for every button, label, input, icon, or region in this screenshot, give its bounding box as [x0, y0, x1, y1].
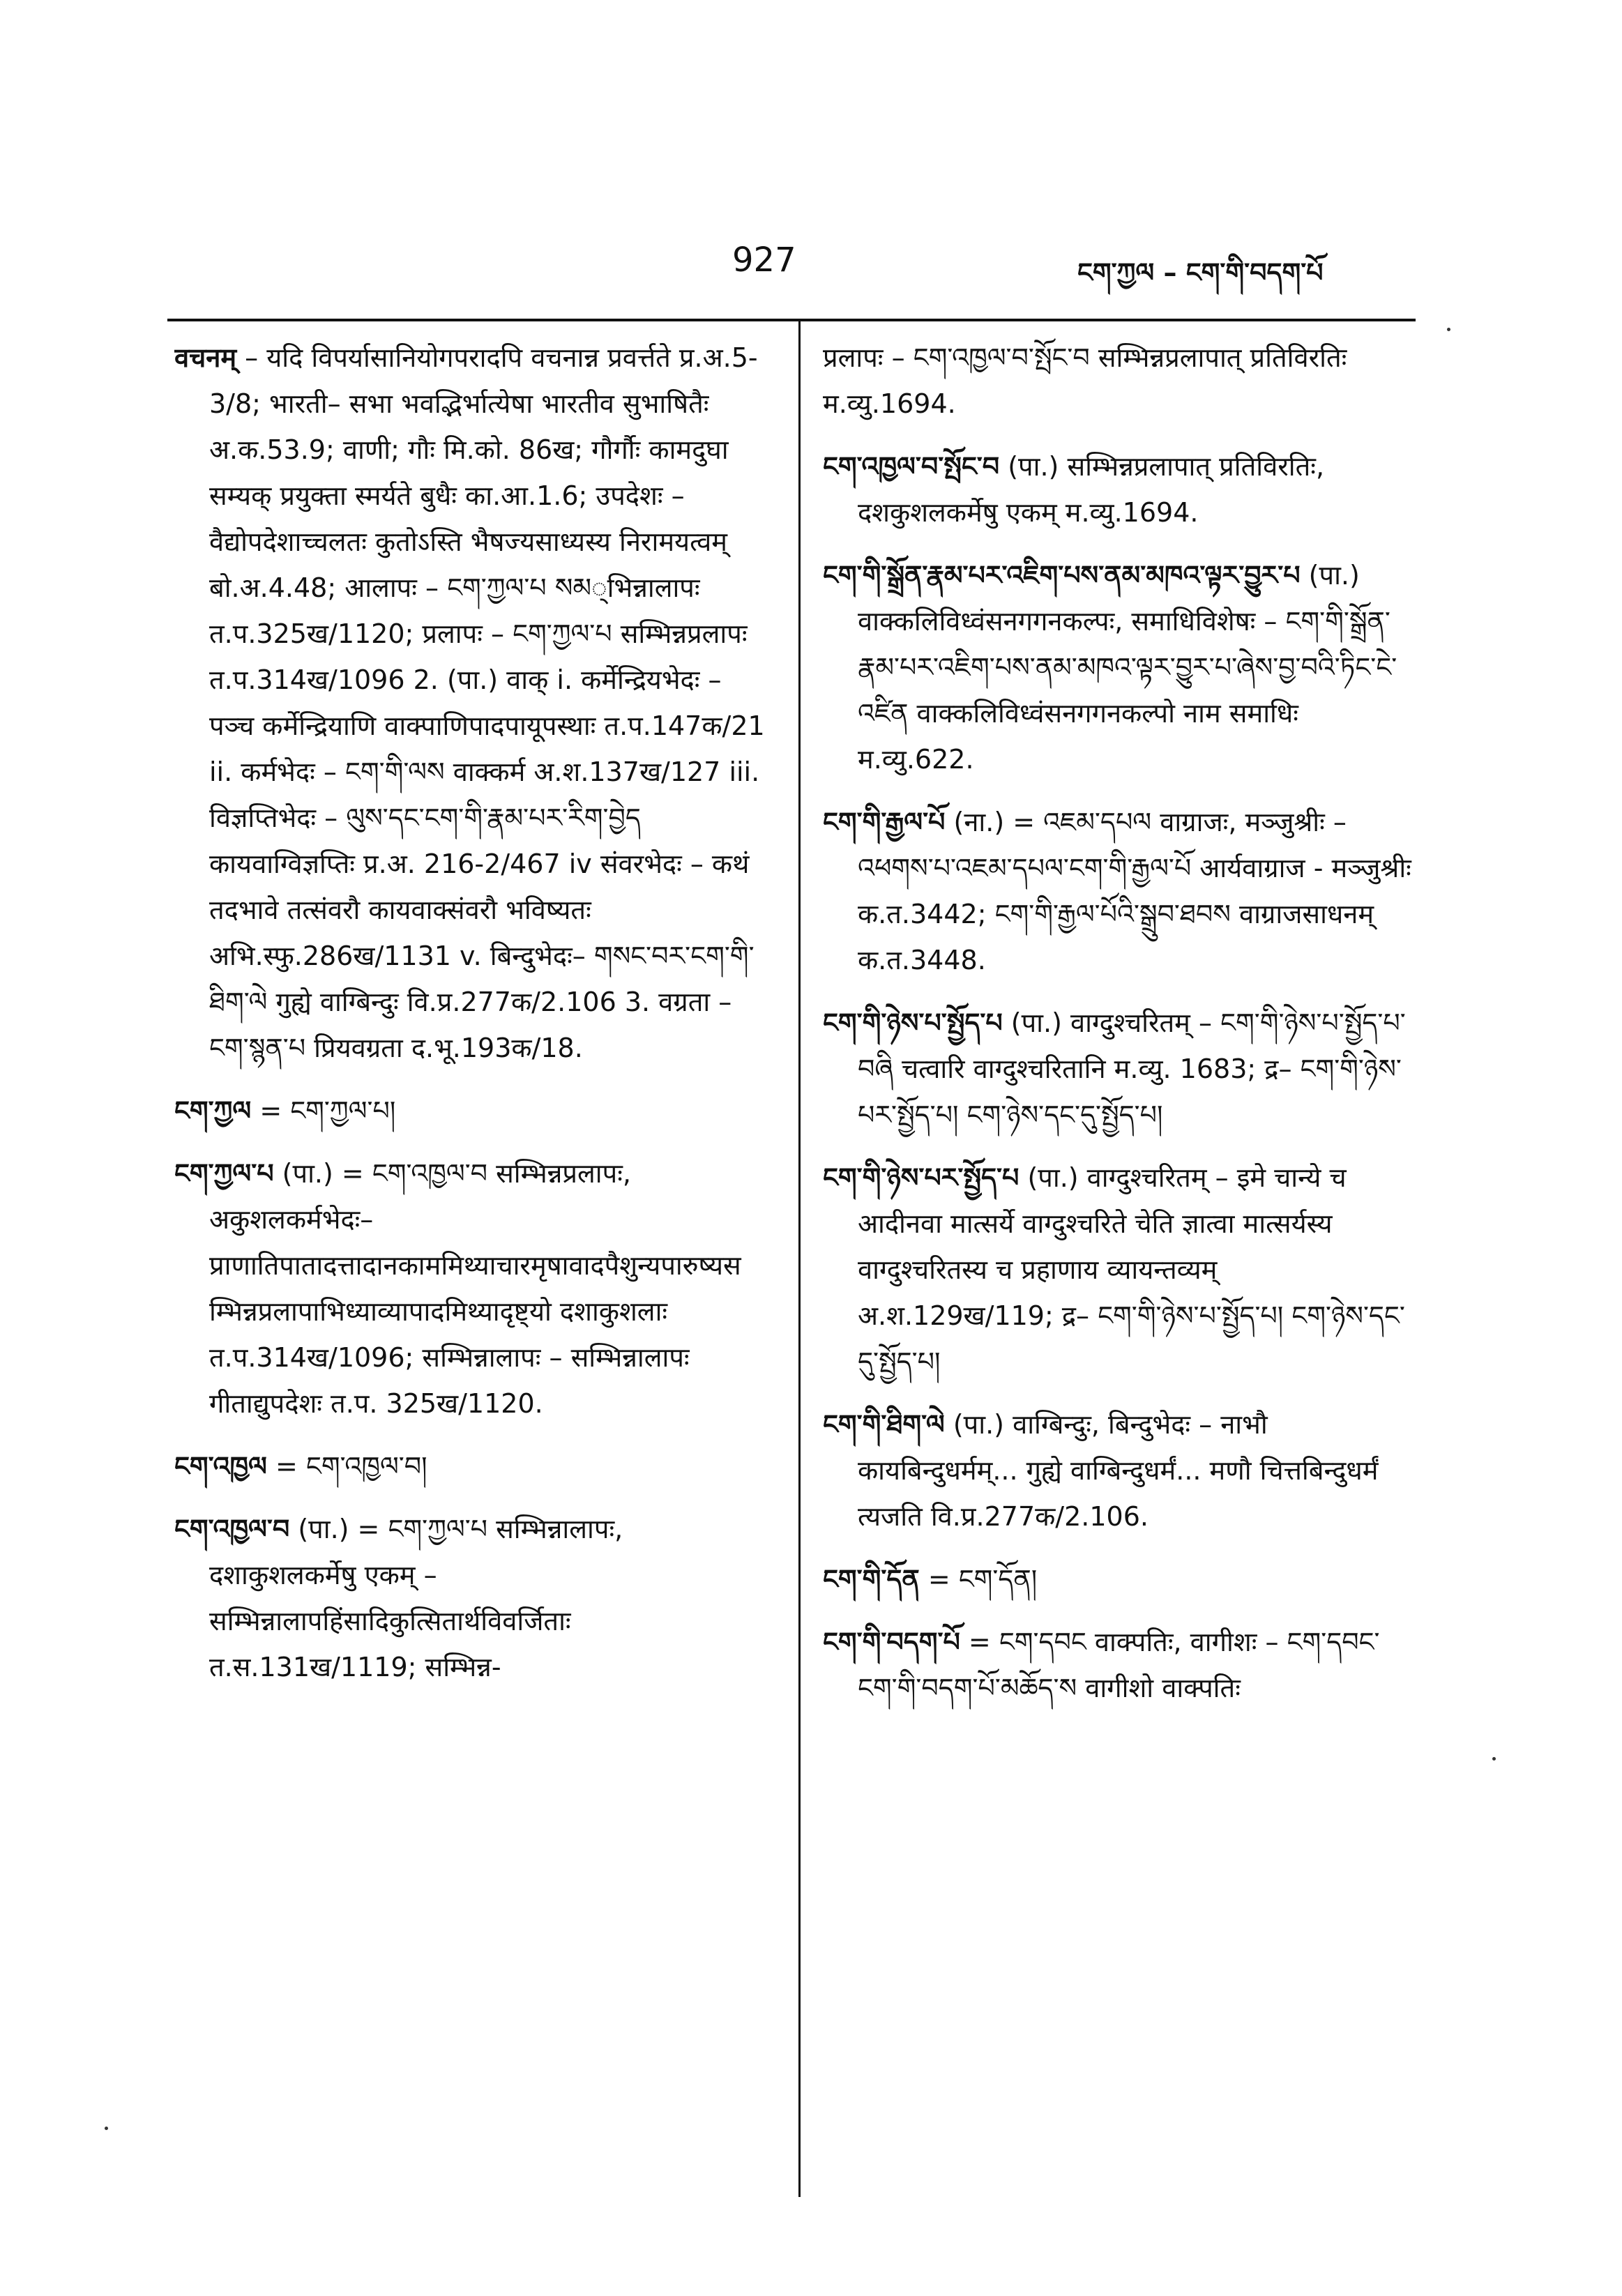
entry-headword: ངག་ཀྱལ: [174, 1095, 252, 1126]
entry-headword: ངག་གི་དོན: [823, 1564, 920, 1595]
entry-headword: ངག་གི་ཉེས་པར་སྤྱོད་པ: [823, 1162, 1020, 1193]
scan-speck: [1492, 1757, 1496, 1761]
entry-text: (पा.) = ངག་ཀྱལ་པ सम्भिन्नालापः, दशाकुशलकर्मेषु एकम् – सम्भिन्नालापहिंसादिकुत्सितार्थविवर्जिताः त.स.131ख/1119; सम्भिन्न-: [209, 1514, 623, 1682]
entry-text: = ངག་འཁྱལ་བ།: [266, 1451, 427, 1482]
entry-text: प्रलापः – ངག་འཁྱལ་བ་སྤོང་བ सम्भिन्नप्रलापात् प्रतिविरतिः म.व्यु.1694.: [823, 342, 1347, 419]
column-divider: [798, 321, 801, 2197]
dictionary-entry-continuation: [823, 335, 1419, 427]
page-header: [0, 234, 1622, 296]
dictionary-entry: [823, 443, 1419, 535]
entry-headword: ངག་ཀྱལ་པ: [174, 1158, 274, 1189]
entry-headword: ངག་གི་བདག་པོ: [823, 1627, 960, 1657]
entry-headword: ངག་གི་རྒྱལ་པོ: [823, 807, 946, 837]
entry-text: = ངག་ཀྱལ་པ།: [251, 1095, 396, 1126]
scan-speck: [1447, 328, 1450, 331]
entry-headword: ངག་གི་སྒྲོན་རྣམ་པར་འཇིག་པས་ནམ་མཁའ་ལྟར་བྱུར་པ: [823, 560, 1301, 591]
entry-headword: ངག་འཁྱལ་བ་སྤོང་བ: [823, 451, 1000, 482]
dictionary-entry: [174, 1088, 771, 1134]
dictionary-entry: [823, 1155, 1419, 1385]
entry-text: (पा.) वाक्कलिविध्वंसनगगनकल्पः, समाधिविशेषः – ངག་གི་སྒྲོན་རྣམ་པར་འཇིག་པས་ནམ་མཁའ་ལྟར་བྱུར་པ་ཞེས་བྱ་བའི་ཏིང་ངེ་འཛིན वाक्कलिविध्वंसनगगनकल्पो नाम समाधिः म.व्यु.622.: [858, 560, 1397, 775]
dictionary-entry: [823, 1000, 1419, 1138]
entry-text: (पा.) सम्भिन्नप्रलापात् प्रतिविरतिः, दशकुशलकर्मेषु एकम् म.व्यु.1694.: [858, 451, 1325, 528]
left-column: [174, 335, 771, 2203]
dictionary-entry: [174, 1150, 771, 1427]
dictionary-entry: [823, 1556, 1419, 1602]
entry-text: – यदि विपर्यासानियोगपरादपि वचनान्न प्रवर्त्तते प्र.अ.5-3/8; भारती– सभा भवद्भिर्भात्येषा भारतीव सुभाषितैः अ.क.53.9; वाणी; गौः मि.को. 86ख; गौर्गौः कामदुघा सम्यक् प्रयुक्ता स्मर्यते बुधैः का.आ.1.6; उपदेशः – वैद्योपदेशाच्चलतः कुतोऽस्ति भैषज्यसाध्यस्य निरामयत्वम् बो.अ.4.48; आलापः – ངག་ཀྱལ་པ སམ्भिन्नालापः त.प.325ख/1120; प्रलापः – ངག་ཀྱལ་པ सम्भिन्नप्रलापः त.प.314ख/1096 2. (पा.) वाक् i. कर्मेन्द्रियभेदः – पञ्च कर्मेन्द्रियाणि वाक्पाणिपादपायूपस्थाः त.प.147क/21 ii. कर्मभेदः – ངག་གི་ལས वाक्कर्म अ.श.137ख/127 iii. विज्ञप्तिभेदः – ལུས་དང་ངག་གི་རྣམ་པར་རིག་བྱེད कायवाग्विज्ञप्तिः प्र.अ. 216-2/467 iv संवरभेदः – कथं तदभावे तत्संवरौ कायवाक्संवरौ भविष्यतः अभि.स्फु.286ख/1131 v. बिन्दुभेदः– གསང་བར་ངག་གི་ཐིག་ལེ गुह्ये वाग्बिन्दुः वि.प्र.277क/2.106 3. वग्रता – ངག་སྙན་པ प्रियवग्रता द.भू.193क/18.: [209, 342, 765, 1063]
running-head: ངག་ཀྱལ – ངག་གི་བདག་པོ: [1077, 257, 1324, 288]
page-number: 927: [732, 241, 796, 280]
entry-text: (ना.) = འཇམ་དཔལ वाग्राजः, मञ्जुश्रीः – འཕགས་པ་འཇམ་དཔལ་ངག་གི་རྒྱལ་པོ आर्यवाग्राज - मञ्जुश्रीः क.त.3442; ངག་གི་རྒྱལ་པོའི་སྒྲུབ་ཐབས वाग्राजसाधनम् क.त.3448.: [858, 807, 1411, 975]
entry-headword: ངག་འཁྱལ: [174, 1451, 267, 1482]
header-rule: [167, 319, 1416, 321]
entry-text: (पा.) वाग्बिन्दुः, बिन्दुभेदः – नाभौ कायबिन्दुधर्मम्... गुह्ये वाग्बिन्दुधर्मं... मणौ चित्तबिन्दुधर्मं त्यजति वि.प्र.277क/2.106.: [858, 1409, 1379, 1532]
entry-headword: ངག་གི་ཉེས་པ་སྤྱོད་པ: [823, 1008, 1003, 1038]
entry-text: = ངག་དབང वाक्पतिः, वागीशः – ངག་དབང་ངག་གི་བདག་པོ་མཆོད་ས वागीशो वाक्पतिः: [858, 1627, 1380, 1703]
entry-text: = ངག་དོན།: [919, 1564, 1038, 1595]
dictionary-entry: [174, 1443, 771, 1489]
entry-headword: ངག་གི་ཐིག་ལེ: [823, 1409, 945, 1440]
dictionary-entry: [823, 799, 1419, 983]
dictionary-entry: [174, 1506, 771, 1690]
entry-label: वचनम्: [174, 342, 237, 373]
dictionary-entry: [823, 552, 1419, 782]
right-column: [823, 335, 1419, 2203]
dictionary-entry: [174, 335, 771, 1071]
entry-text: (पा.) वाग्दुश्चरितम् – इमे चान्ये च आदीनवा मात्सर्ये वाग्दुश्चरिते चेति ज्ञात्वा मात्सर्यस्य वाग्दुश्चरितस्य च प्रहाणाय व्यायन्तव्यम् अ.श.129ख/119; द्र– ངག་གི་ཉེས་པ་སྤྱོད་པ། ངག་ཉེས་དང་དུ་སྤྱོད་པ།: [858, 1162, 1405, 1377]
entry-text: (पा.) = ངག་འཁྱལ་བ सम्भिन्नप्रलापः, अकुशलकर्मभेदः– प्राणातिपातादत्तादानकाममिथ्याचारमृषावादपैशुन्यपारुष्यसम्भिन्नप्रलापाभिध्याव्यापादमिथ्यादृष्ट्यो दशाकुशलाः त.प.314ख/1096; सम्भिन्नालापः – सम्भिन्नालापः गीताद्युपदेशः त.प. 325ख/1120.: [209, 1158, 741, 1419]
dictionary-entry: [823, 1401, 1419, 1539]
entry-headword: ངག་འཁྱལ་བ: [174, 1514, 290, 1544]
scan-speck: [105, 2127, 108, 2130]
entry-text: (पा.) वाग्दुश्चरितम् – ངག་གི་ཉེས་པ་སྤྱོད་པ་བཞི चत्वारि वाग्दुश्चरितानि म.व्यु. 1683; द्र– ངག་གི་ཉེས་པར་སྤྱོད་པ། ངག་ཉེས་དང་དུ་སྤྱོད་པ།: [858, 1008, 1406, 1130]
dictionary-entry: [823, 1619, 1419, 1711]
